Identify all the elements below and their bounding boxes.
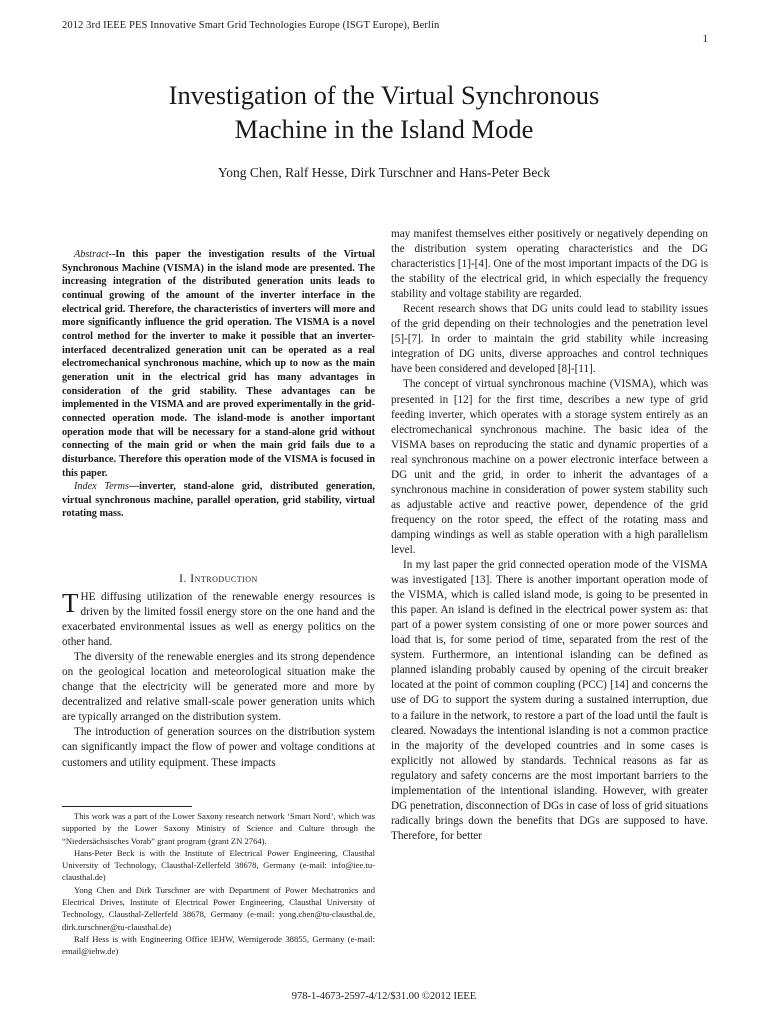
footnote-chen-turschner: Yong Chen and Dirk Turschner are with Department of Power Mechatronics and Electrical Drives, Institute of Electrical Power Engineering, Clausthal University of Technology, Clausthal-Zellerfeld 38678, Germany (e-mail: yong.chen@tu-clausthal.de, dirk.turschner@tu-clausthal.de) bbox=[62, 884, 375, 932]
intro-paragraph-3: The introduction of generation sources on the distribution system can significantly impact the flow of power and voltage conditions at customers and utility equipment. These impacts bbox=[62, 726, 375, 769]
title-line-2: Machine in the Island Mode bbox=[234, 114, 534, 144]
title-line-1: Investigation of the Virtual Synchronous bbox=[168, 80, 600, 110]
right-paragraph-3: The concept of virtual synchronous machine (VISMA), which was presented in [12] for the first time, describes a new type of grid feeding inverter, which operates with a storage system entirely as an electromechanical synchronous machine. The basic idea of the VISMA bases on reproducing the static and dynamic properties of a real synchronous machine on a power electronic interface between a DG unit and the grid, in order to inherit the advantages of a synchronous machine in consideration of power system stability such as adjustable active and reactive power, dependence of the grid frequency on the rotor speed, the effect of the rotating mass and damping windings as well as stable operation with a high parallelism level. bbox=[391, 378, 708, 556]
abstract-text: --In this paper the investigation results of the Virtual Synchronous Machine (VISMA) in the island mode are presented. The increasing integration of the distributed generation units leads to continual growing of the amount of the inverter interface in the electrical grid. Therefore, the characteristics of inverters will more and more significantly influence the grid operation. The VISMA is a novel control method for the inverter to make it possible that an inverter-interfaced decentralized generation unit can be operated as a real electromechanical synchronous machine, which up to now as the main generation unit in the electrical grid has many advantages in consideration of the grid stability. These advantages can be implemented in the VISMA and are proved experimentally in the grid-connected operation mode. The island-mode is another important operation mode that will be necessary for a stand-alone grid without connecting of the main grid or when the main grid fails due to a disturbance. Therefore this operation mode of the VISMA is focused in this paper. bbox=[62, 249, 375, 479]
section-numeral: I. bbox=[179, 573, 187, 585]
right-paragraph-2: Recent research shows that DG units could lead to stability issues of the grid depending on their technologies and the penetration level [5]-[7]. In order to maintain the grid stability while increasing integration of DG units, diverse approaches and control techniques have been considered and developed [8]-[11]. bbox=[391, 303, 708, 376]
footnote-hess: Ralf Hess is with Engineering Office IEHW, Wernigerode 38855, Germany (e-mail: email@iehw.de) bbox=[62, 933, 375, 957]
footnote-funding: This work was a part of the Lower Saxony research network ‘Smart Nord’, which was supported by the Lower Saxony Ministry of Science and Culture through the “Niedersächsisches Vorab” grant program (grant ZN 2764). bbox=[62, 811, 375, 846]
introduction-body bbox=[62, 590, 375, 771]
intro-paragraph-1 bbox=[62, 590, 375, 650]
footnote-beck: Hans-Peter Beck is with the Institute of Electrical Power Engineering, Clausthal University of Technology, Clausthal-Zellerfeld 38678, Germany (e-mail: info@iee.tu-clausthal.de) bbox=[62, 847, 375, 883]
copyright-footer: 978-1-4673-2597-4/12/$31.00 ©2012 IEEE bbox=[291, 991, 477, 1002]
footnote-divider bbox=[62, 806, 192, 807]
drop-cap: T bbox=[62, 588, 79, 618]
author-list: Yong Chen, Ralf Hesse, Dirk Turschner and Hans-Peter Beck bbox=[217, 165, 551, 180]
index-terms bbox=[62, 480, 375, 521]
right-column-body bbox=[391, 227, 708, 844]
index-terms-lead: Index Terms bbox=[74, 481, 129, 493]
index-terms-text: —inverter, stand-alone grid, distributed generation, virtual synchronous machine, parallel operation, grid stability, virtual rotating mass. bbox=[62, 481, 375, 520]
section-heading-introduction bbox=[62, 573, 375, 585]
footnotes bbox=[62, 810, 375, 958]
section-title: Introduction bbox=[190, 573, 258, 585]
abstract-paragraph bbox=[62, 248, 375, 480]
abstract-lead: Abstract bbox=[74, 249, 109, 260]
right-paragraph-1: may manifest themselves either positively or negatively depending on the distribution system operating characteristics and the DG characteristics [1]-[4]. One of the most important impacts of the DG is the stability of the electrical grid, in which especially the frequency stability and voltage stability are regarded. bbox=[391, 228, 708, 301]
conference-header: 2012 3rd IEEE PES Innovative Smart Grid Technologies Europe (ISGT Europe), Berlin bbox=[62, 20, 440, 31]
abstract bbox=[62, 248, 375, 521]
right-paragraph-4: In my last paper the grid connected operation mode of the VISMA was investigated [13]. There is another important operation mode of the VISMA, which is called island mode, is going to be presented in this paper. An island is defined in the electrical power system as: that part of a power system consisting of one or more power sources and load that is, for some period of time, separated from the rest of the system. Furthermore, an intentional islanding can be defined as planned islanding probably caused by opening of the circuit breaker located at the point of common coupling (PCC) [14] and concerns the use of DG to support the system during a sustained interruption, due to a failure in the network, to restore a part of the load until the fault is cleared. Nowadays the intentional islanding is not a common practice in the majority of the developed countries and in some cases is explicitly not allowed by standards. Technical reasons as far as regulatory and safety concerns are the most important barriers to the implementation of the intentional islanding. However, with greater DG penetration, disconnection of DGs in case of loss of grid situations radically brings down the benefits that DGs are supposed to have. Therefore, for better bbox=[391, 559, 708, 842]
intro-paragraph-2: The diversity of the renewable energies and its strong dependence on the geological location and meteorological situation make the change that the electricity will be generated more and more by decentralized and relative small-scale power generation units which are typically arranged on the distribution system. bbox=[62, 651, 375, 724]
intro-paragraph-1-text: HE diffusing utilization of the renewable energy resources is driven by the limited fossil energy store on the one hand and the exacerbated environmental issues as well as energy politics on the other hand. bbox=[62, 591, 375, 649]
paper-title bbox=[0, 78, 768, 146]
page-number: 1 bbox=[702, 33, 708, 45]
